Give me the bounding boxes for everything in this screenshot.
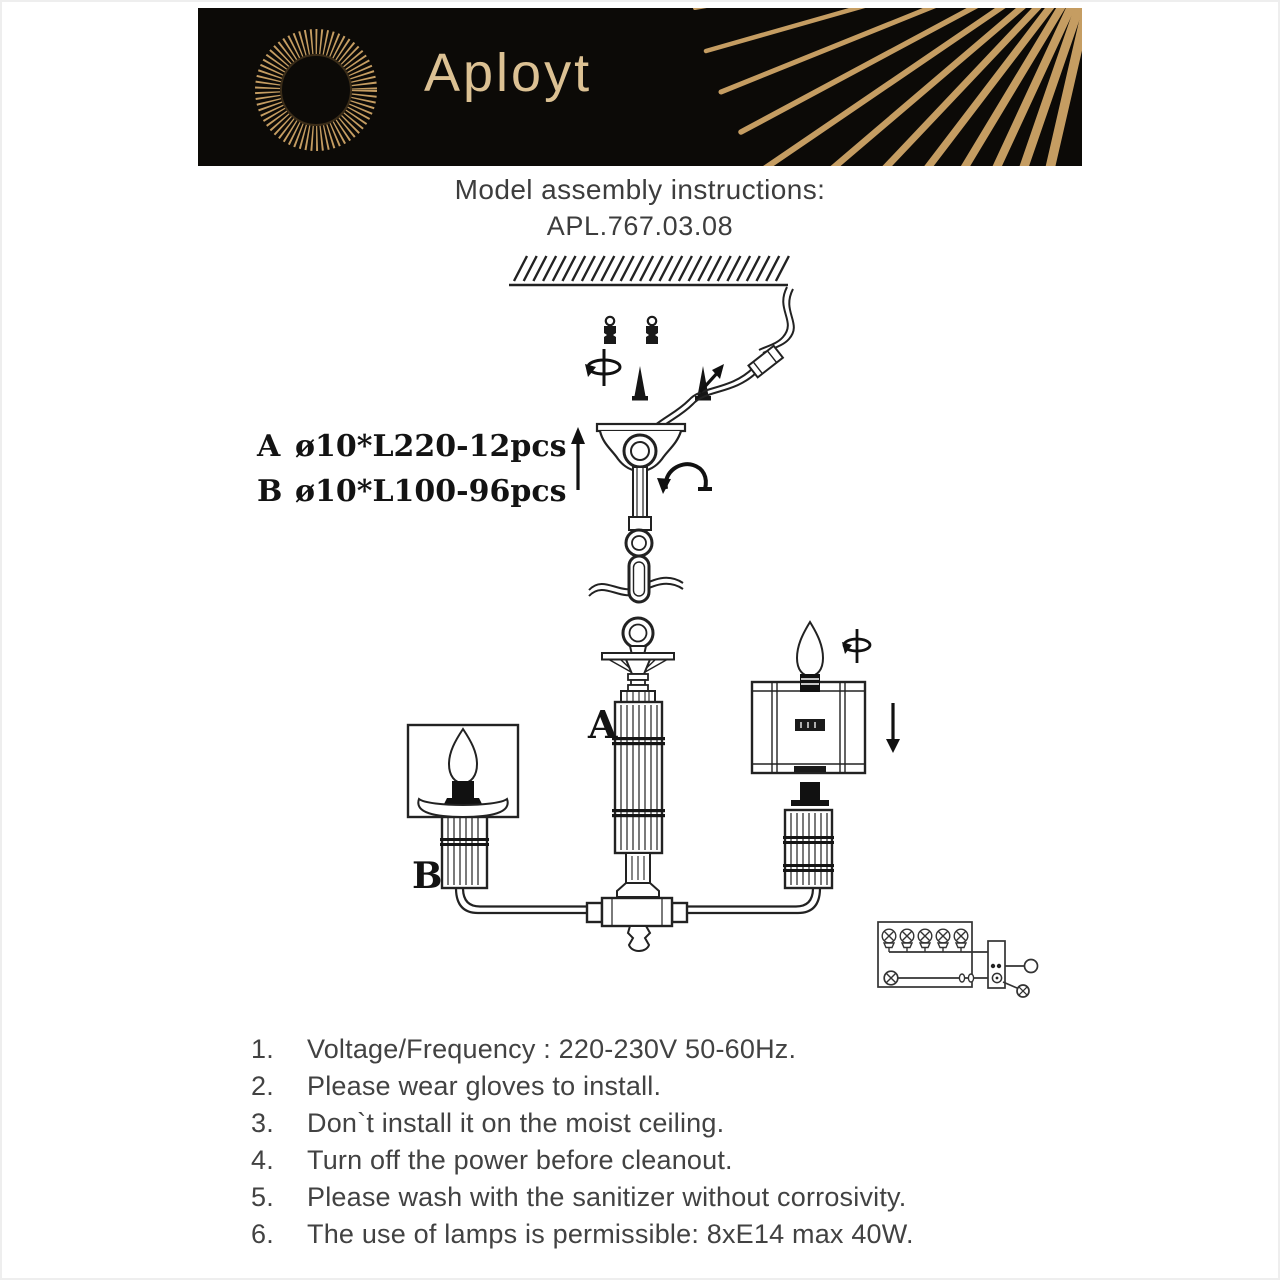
part-a-spec: ø10*L220-12pcs (295, 429, 567, 464)
model-number: APL.767.03.08 (546, 211, 734, 241)
instructions-list (251, 1031, 1081, 1253)
diagram-label-a: A (588, 702, 618, 747)
part-b-spec: ø10*L100-96pcs (295, 474, 567, 509)
arrow-up-icon (571, 427, 585, 490)
right-bulb-icon (797, 622, 823, 692)
right-shade (752, 682, 865, 773)
instruction-text: Turn off the power before cleanout. (307, 1145, 733, 1175)
brand-name: Aployt (424, 43, 593, 103)
center-hub (587, 898, 687, 951)
instruction-item (251, 1142, 1081, 1179)
hook-arrow-icon (657, 464, 712, 494)
instruction-item (251, 1105, 1081, 1142)
rotation-icon (585, 349, 620, 386)
instruction-text: Voltage/Frequency : 220-230V 50-60Hz. (307, 1034, 797, 1064)
instruction-text: The use of lamps is permissible: 8xE14 max 40W. (307, 1219, 914, 1249)
part-a-label: A (257, 429, 281, 464)
instruction-number: 4. (251, 1145, 274, 1175)
wiring-schematic (878, 922, 1038, 997)
chain-link (623, 556, 653, 648)
wall-anchor-icon (604, 317, 658, 344)
instruction-item (251, 1216, 1081, 1253)
arrow-down-icon (886, 703, 900, 753)
lamp-symbols (882, 929, 968, 952)
instruction-text: Don`t install it on the moist ceiling. (307, 1108, 725, 1138)
instruction-text: Please wear gloves to install. (307, 1071, 662, 1101)
rotation-icon-right (842, 629, 870, 663)
finial (628, 926, 650, 951)
terminal-connector-icon (748, 346, 782, 378)
screw-icon (632, 366, 711, 401)
left-shade (408, 725, 518, 817)
instruction-number: 5. (251, 1182, 274, 1212)
diagram-label-b: B (412, 855, 443, 897)
right-socket (791, 782, 829, 806)
instruction-number: 3. (251, 1108, 274, 1138)
instruction-item (251, 1179, 1081, 1216)
page-title: Model assembly instructions: (454, 174, 826, 205)
ceiling-canopy (597, 424, 685, 471)
instruction-number: 1. (251, 1034, 274, 1064)
part-b-label: B (257, 474, 283, 509)
center-column (602, 646, 674, 897)
right-glass-column (783, 810, 834, 888)
instruction-text: Please wash with the sanitizer without corrosivity. (307, 1182, 907, 1212)
left-glass-column (440, 815, 489, 888)
instruction-number: 6. (251, 1219, 274, 1249)
instruction-item (251, 1031, 1081, 1068)
instruction-number: 2. (251, 1071, 274, 1101)
left-bulb-icon (449, 729, 477, 783)
instruction-item (251, 1068, 1081, 1105)
ceiling-hatch (509, 256, 789, 285)
hanging-rod (626, 467, 652, 556)
